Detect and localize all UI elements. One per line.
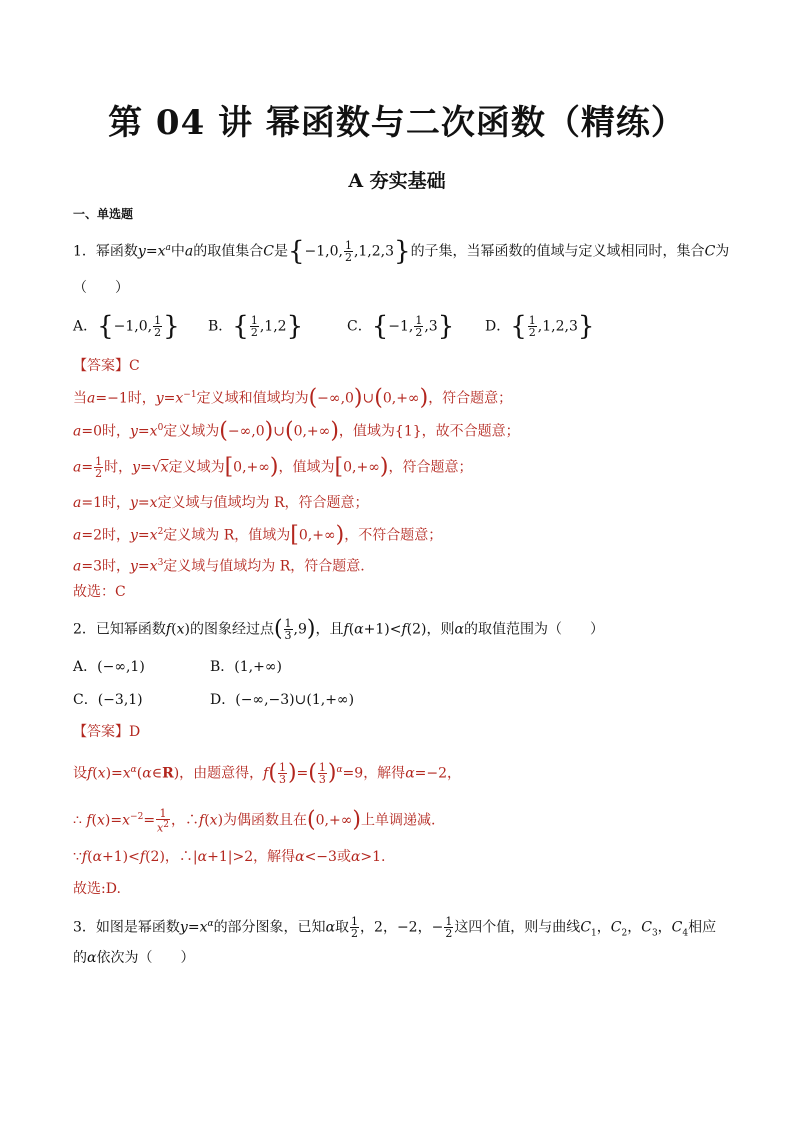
q1-option-c: C．{−1, $\frac{1}{2}$ ,3} bbox=[347, 311, 455, 342]
option-label: B． bbox=[208, 318, 233, 335]
solution-text: ，由题意得， bbox=[179, 765, 264, 782]
option-label: A． bbox=[73, 659, 98, 675]
solution-text: 为偶函数且在 bbox=[223, 812, 308, 829]
q1-stem-text: 中 bbox=[170, 243, 185, 260]
option-label: D． bbox=[210, 692, 236, 708]
q3-stem-text: 依次为（ ） bbox=[96, 950, 195, 966]
q2-option-a bbox=[73, 657, 145, 677]
q2-solution-1: 设$f(x)=x^\alpha(\alpha\in R)$，由题意得，f( $\frac{1}{3}$ )=( $\frac{1}{3}$ )$^\alpha$=9，解得α=−2， bbox=[73, 760, 462, 787]
q2-stem-text: ，且 bbox=[315, 621, 344, 638]
solution-text: 设 bbox=[73, 765, 87, 782]
explain-text: ，符合题意； bbox=[428, 390, 513, 407]
option-label: A． bbox=[73, 318, 98, 335]
option-value: (−∞,−3)∪(1,+∞) bbox=[235, 692, 355, 708]
q2-solution-3: ∵f(α+1)<f(2)，∴|α+1|>2，解得α<−3或α>1. bbox=[73, 849, 386, 865]
q3-stem-text: ，2，−2，− bbox=[360, 919, 444, 936]
q1-option-a: A．{−1,0, $\frac{1}{2}$ } bbox=[73, 311, 180, 342]
q1-explain-5: a=2时，$y=x^2$定义域为 R，值域为[0,+∞)，不符合题意； bbox=[73, 522, 443, 548]
explain-text: ，值域为{1}，故不合题意； bbox=[338, 423, 520, 440]
option-value: (−∞,1) bbox=[97, 659, 145, 675]
option-label: C． bbox=[73, 692, 98, 708]
solution-text: 上单调递减. bbox=[360, 812, 436, 829]
q2-option-b bbox=[210, 657, 282, 677]
q1-explain-2: a=0时，$y=x^0$定义域为(−∞,0)∪(0,+∞)，值域为{1}，故不合题意； bbox=[73, 418, 520, 444]
q1-answer: 【答案】C bbox=[73, 358, 140, 374]
explain-text: 定义域和值域均为 bbox=[196, 390, 309, 407]
q2-answer: 【答案】D bbox=[73, 724, 141, 740]
q3-stem-text: 这四个值，则与曲线 bbox=[454, 919, 581, 936]
q1-stem-text: 的子集，当幂函数的值域与定义域相同时，集合 bbox=[410, 243, 705, 260]
q2-pick: 故选:D. bbox=[73, 881, 121, 897]
q1-pick: 故选：C bbox=[73, 584, 126, 600]
q1-option-b: B．{ $\frac{1}{2}$ ,1,2} bbox=[208, 311, 304, 342]
q2-stem-text: 的图象经过点 bbox=[189, 621, 274, 638]
q1-explain-6: a=3时，$y=x^3$定义域与值域均为 R，符合题意. bbox=[73, 558, 365, 575]
page-subtitle: A 夯实基础 bbox=[348, 170, 446, 192]
q3-stem-line-2: 的α依次为（ ） bbox=[73, 950, 195, 966]
q1-stem-text: 为 bbox=[715, 243, 730, 260]
q1-explain-4: a=1时，y=x定义域与值域均为 R，符合题意； bbox=[73, 495, 369, 511]
q1-stem: 1．幂函数$y=x^a$中a的取值集合C是{−1,0, $\frac{1}{2}$ ,1,2,3}的子集，当幂函数的值域与定义域相同时，集合C为 bbox=[73, 236, 730, 267]
solution-text: ∵ bbox=[73, 849, 82, 865]
solution-text: ，解得 bbox=[363, 765, 406, 782]
q2-option-c bbox=[73, 690, 143, 710]
option-value: (1,+∞) bbox=[234, 659, 282, 675]
page-title: 第 04 讲 幂函数与二次函数（精练） bbox=[108, 103, 686, 143]
solution-text: ，解得 bbox=[253, 849, 296, 865]
q2-stem-text: ，则 bbox=[426, 621, 455, 638]
q3-stem-line-1: 3．如图是幂函数$y=x^\alpha$的部分图象，已知α取 $\frac{1}{2}$ ，2，−2，− $\frac{1}{2}$ 这四个值，则与曲线$C_1$，$C_2$，$C_3$，$C_4$相应 bbox=[73, 915, 717, 941]
q2-solution-2: ∴ $f(x)=x^{-2}=$ $\frac{1}{x^2}$ ，∴f(x)为偶函数且在(0,+∞)上单调递减. bbox=[73, 806, 436, 835]
explain-text: 定义域为 bbox=[168, 459, 225, 476]
explain-text: 定义域与值域均为 R，符合题意. bbox=[163, 558, 365, 575]
option-label: D． bbox=[485, 318, 511, 335]
option-label: C． bbox=[347, 318, 372, 335]
q1-explain-3: a= $\frac{1}{2}$ 时，y=√x定义域为[0,+∞)，值域为[0,+∞)，符合题意； bbox=[73, 454, 473, 480]
explain-text: ，不符合题意； bbox=[344, 527, 443, 544]
q2-option-d bbox=[210, 690, 354, 710]
q2-stem-text: 2．已知幂函数 bbox=[73, 621, 166, 638]
explain-text: 定义域为 R，值域为 bbox=[163, 527, 291, 544]
q3-stem-text: 3．如图是幂函数 bbox=[73, 919, 180, 936]
solution-text: ，∴ bbox=[164, 849, 193, 865]
option-value: (−3,1) bbox=[97, 692, 143, 708]
q2-stem-text: 的取值范围为（ ） bbox=[463, 621, 604, 638]
q1-option-d: D．{ $\frac{1}{2}$ ,1,2,3} bbox=[485, 311, 595, 342]
explain-text: 定义域为 bbox=[163, 423, 220, 440]
option-label: B． bbox=[210, 659, 235, 675]
explain-text: 定义域与值域均为 R，符合题意； bbox=[157, 495, 369, 511]
solution-text: ，∴ bbox=[171, 812, 199, 829]
q3-stem-text: 取 bbox=[335, 919, 350, 936]
q1-paren: （ ） bbox=[73, 280, 129, 296]
q1-stem-text: 1．幂函数 bbox=[73, 243, 138, 260]
q3-stem-text: 的部分图象，已知 bbox=[213, 919, 326, 936]
section-heading: 一、单选题 bbox=[73, 207, 134, 221]
q1-explain-1: 当a=−1时，$y=x^{-1}$定义域和值域均为(−∞,0)∪(0,+∞)，符合题意； bbox=[73, 385, 513, 411]
explain-text: ，值域为 bbox=[278, 459, 335, 476]
explain-text: ，符合题意； bbox=[388, 459, 473, 476]
q3-stem-text: 相应 bbox=[688, 919, 717, 936]
q1-stem-text: 的取值集合 bbox=[193, 243, 264, 260]
q3-stem-text: 的 bbox=[73, 950, 87, 966]
solution-text: 或 bbox=[336, 849, 351, 865]
q2-stem: 2．已知幂函数f(x)的图象经过点( $\frac{1}{3}$ ,9)，且f(α+1)<f(2)，则α的取值范围为（ ） bbox=[73, 616, 604, 642]
q1-stem-text: 是 bbox=[273, 243, 288, 260]
